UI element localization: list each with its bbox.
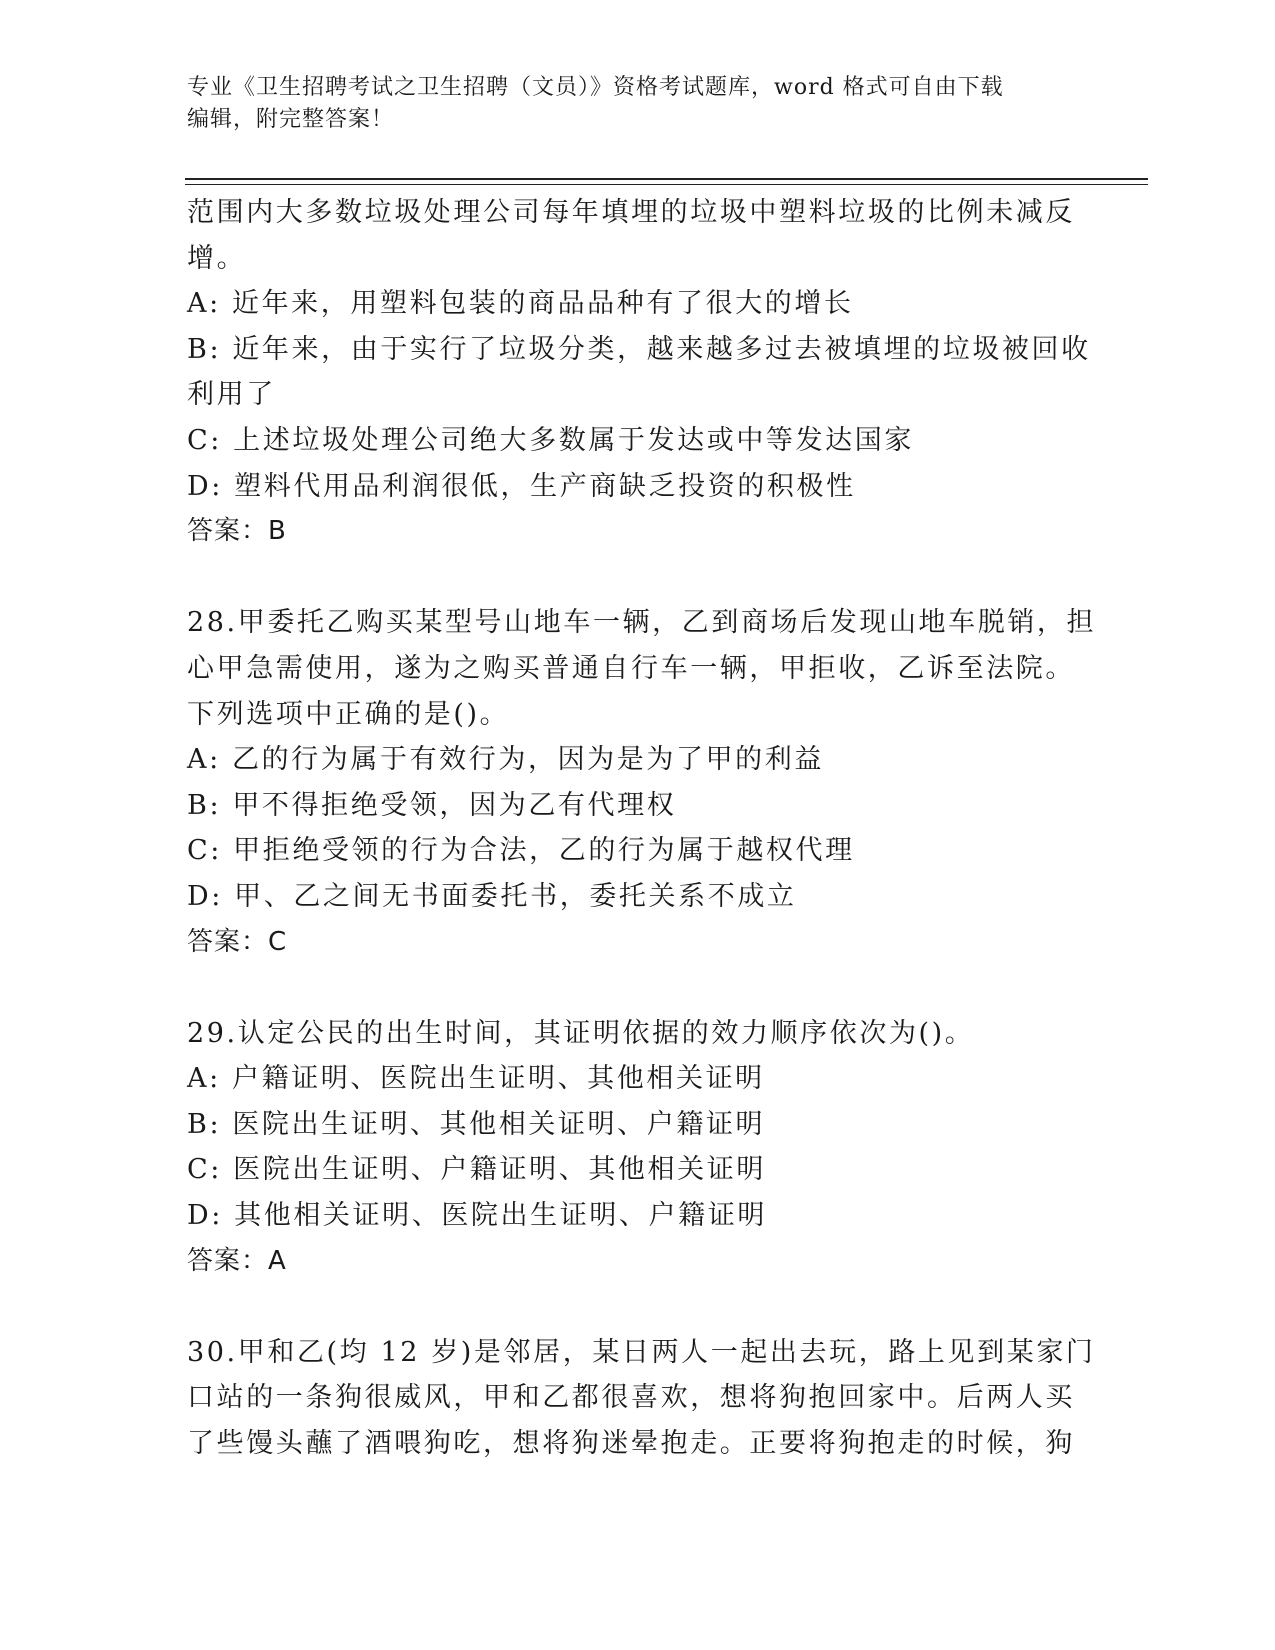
header-line: 专业《卫生招聘考试之卫生招聘（文员）》资格考试题库，word 格式可自由下载 [187,75,1004,100]
option-b: B: 近年来，由于实行了垃圾分类，越来越多过去被填埋的垃圾被回收 [187,333,1091,365]
question-list [187,190,1097,1467]
option-a: A: 户籍证明、医院出生证明、其他相关证明 [187,1063,765,1095]
question-stem-line: 下列选项中正确的是()。 [187,698,510,730]
header-rule-thin [185,184,1148,185]
option-d: D: 甲、乙之间无书面委托书，委托关系不成立 [187,880,797,912]
question-stem-line: 增。 [187,242,247,274]
option-c: C: 甲拒绝受领的行为合法，乙的行为属于越权代理 [187,835,855,867]
option-a: A: 乙的行为属于有效行为，因为是为了甲的利益 [187,744,824,776]
option-b: B: 甲不得拒绝受领，因为乙有代理权 [187,789,677,821]
question-stem-line: 30.甲和乙(均 12 岁)是邻居，某日两人一起出去玩，路上见到某家门 [187,1336,1096,1368]
option-d: D: 其他相关证明、医院出生证明、户籍证明 [187,1200,767,1232]
answer-label: 答案：B [187,516,287,547]
question-stem-line: 29.认定公民的出生时间，其证明依据的效力顺序依次为()。 [187,1017,975,1049]
question-stem-line: 口站的一条狗很威风，甲和乙都很喜欢，想将狗抱回家中。后两人买 [187,1382,1075,1414]
answer-label: 答案：A [187,1245,287,1276]
option-b: B: 医院出生证明、其他相关证明、户籍证明 [187,1108,766,1140]
option-a: A: 近年来，用塑料包装的商品品种有了很大的增长 [187,288,854,320]
question-stem-line: 范围内大多数垃圾处理公司每年填埋的垃圾中塑料垃圾的比例未减反 [187,197,1075,228]
question-stem-line: 了些馒头蘸了酒喂狗吃，想将狗迷晕抱走。正要将狗抱走的时候，狗 [187,1428,1075,1460]
option-c: C: 医院出生证明、户籍证明、其他相关证明 [187,1154,766,1186]
option-c: C: 上述垃圾处理公司绝大多数属于发达或中等发达国家 [187,424,914,456]
header-rule [185,178,1148,180]
header-line: 编辑，附完整答案！ [187,107,395,132]
question-stem-line: 28.甲委托乙购买某型号山地车一辆，乙到商场后发现山地车脱销，担 [187,607,1097,639]
option-d: D: 塑料代用品利润很低，生产商缺乏投资的积极性 [187,470,856,502]
answer-label: 答案：C [187,926,288,957]
option-b-cont: 利用了 [187,379,276,411]
page-header [187,72,1087,136]
question-stem-line: 心甲急需使用，遂为之购买普通自行车一辆，甲拒收，乙诉至法院。 [187,652,1075,684]
